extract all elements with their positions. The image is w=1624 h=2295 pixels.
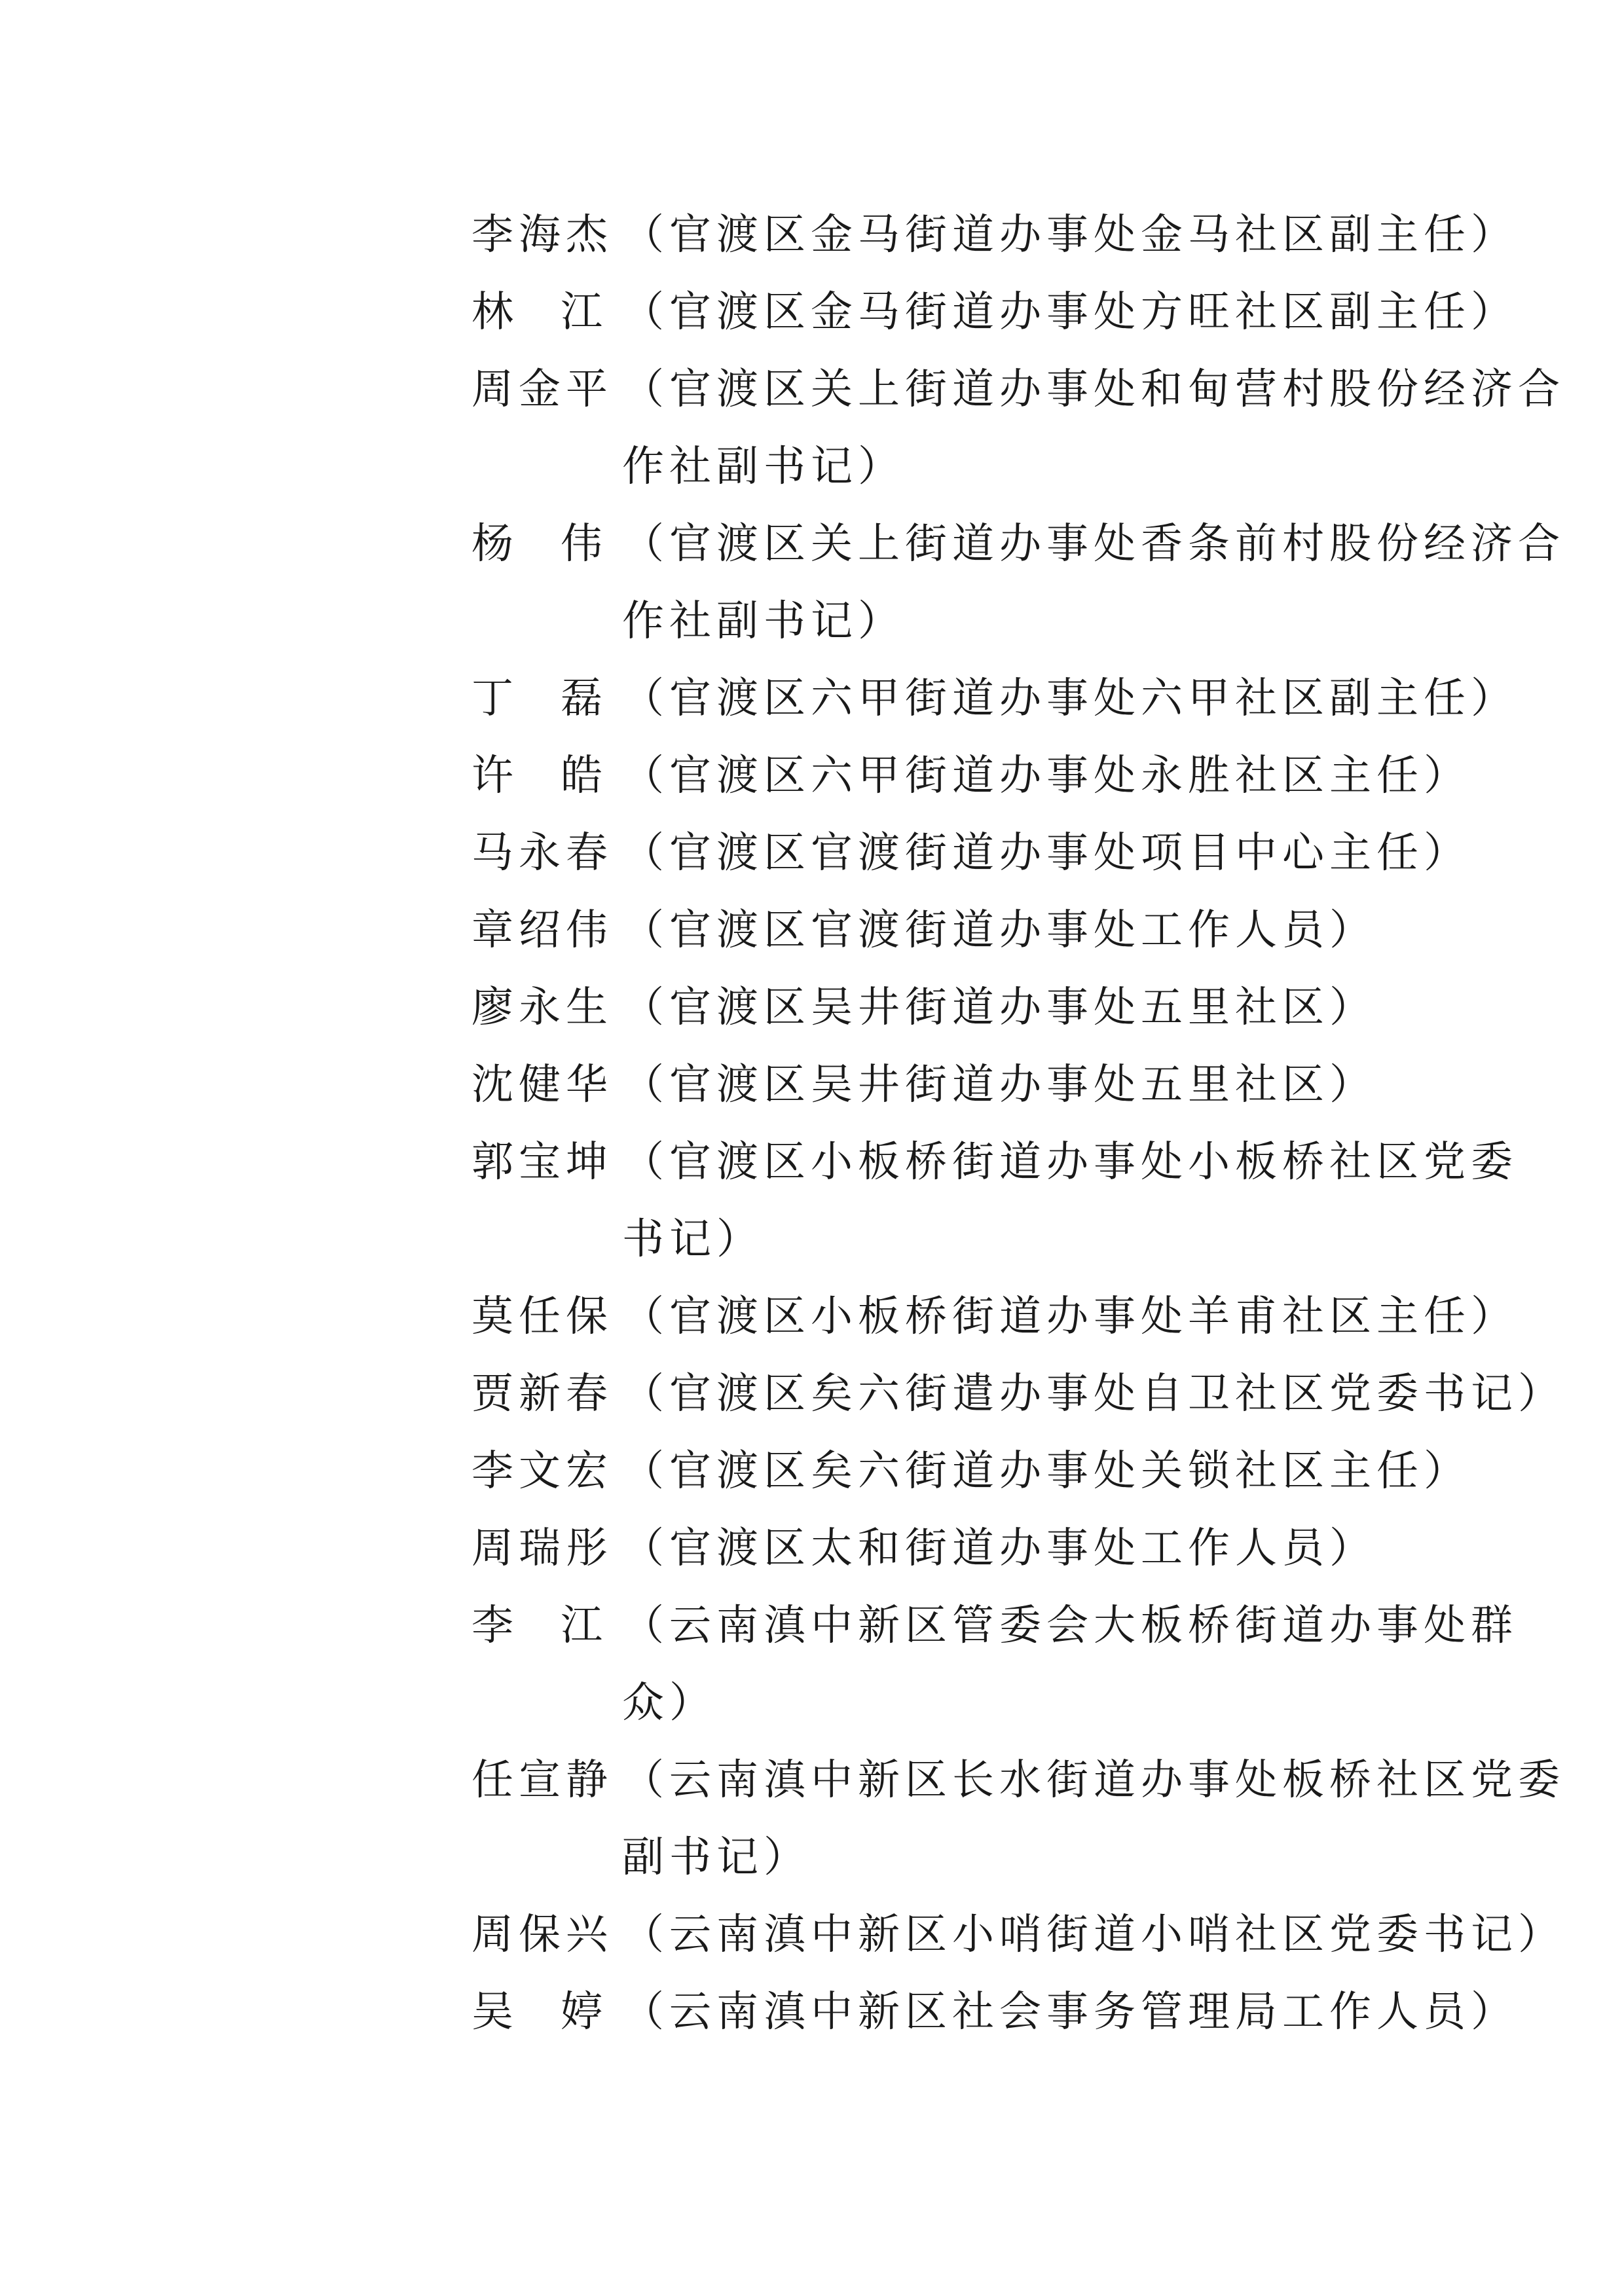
affiliation: （官渡区关上街道办事处和甸营村股份经济合 [622,365,1565,414]
person-name: 林江 [471,288,650,337]
list-item [471,1278,1532,1355]
affiliation: （云南滇中新区社会事务管理局工作人员） [622,1988,1518,2036]
affiliation: （官渡区吴井街道办事处五里社区） [622,1061,1376,1109]
list-item [471,196,1532,274]
affiliation: （官渡区小板桥街道办事处羊甫社区主任） [622,1293,1518,1341]
list-item [471,1742,1565,1896]
person-name: 丁磊 [471,674,650,723]
list-item [471,892,1532,969]
affiliation: （官渡区六甲街道办事处六甲社区副主任） [622,674,1518,723]
list-item [471,274,1532,351]
person-name: 沈健华 [471,1061,613,1109]
list-item [471,815,1532,892]
list-item [471,1046,1532,1124]
list-item [471,1433,1532,1510]
affiliation: （官渡区矣六街遣办事处自卫社区党委书记） [622,1370,1565,1418]
affiliation: （官渡区金马街道办事处方旺社区副主任） [622,288,1518,337]
list-item [471,1510,1532,1587]
person-name: 许皓 [471,752,650,800]
person-name: 马永春 [471,829,613,877]
affiliation: （官渡区官渡街道办事处项目中心主任） [622,829,1471,877]
affiliation-continued: 书记） [622,1215,764,1264]
name-list [471,196,1565,2051]
affiliation: （云南滇中新区长水街道办事处板桥社区党委 [622,1756,1565,1805]
list-item [471,1124,1532,1278]
affiliation: （官渡区官渡街道办事处工作人员） [622,906,1376,955]
person-name: 周金平 [471,365,613,414]
person-name: 廖永生 [471,983,613,1032]
affiliation-continued: 作社副书记） [622,443,905,491]
list-item [471,1355,1565,1433]
person-name: 李文宏 [471,1447,613,1496]
affiliation: （官渡区矣六街道办事处关锁社区主任） [622,1447,1471,1496]
affiliation: （云南滇中新区管委会大板桥街道办事处群 [622,1602,1518,1650]
person-name: 周瑞彤 [471,1524,613,1573]
list-item [471,660,1532,737]
list-item [471,351,1565,505]
affiliation: （官渡区关上街道办事处香条前村股份经济合 [622,520,1565,568]
person-name: 任宣静 [471,1756,613,1805]
affiliation: （官渡区太和街道办事处工作人员） [622,1524,1376,1573]
affiliation: （官渡区小板桥街道办事处小板桥社区党委 [622,1138,1518,1186]
list-item [471,969,1532,1046]
person-name: 郭宝坤 [471,1138,613,1186]
affiliation-continued: 副书记） [622,1833,811,1882]
person-name: 李海杰 [471,211,613,259]
affiliation: （官渡区金马街道办事处金马社区副主任） [622,211,1518,259]
list-item [471,505,1565,660]
affiliation-continued: 众） [622,1679,716,1727]
affiliation-continued: 作社副书记） [622,597,905,646]
person-name: 章绍伟 [471,906,613,955]
person-name: 李江 [471,1602,650,1650]
affiliation: （官渡区吴井街道办事处五里社区） [622,983,1376,1032]
list-item [471,737,1532,815]
person-name: 杨伟 [471,520,650,568]
affiliation: （云南滇中新区小哨街道小哨社区党委书记） [622,1911,1565,1959]
person-name: 莫任保 [471,1293,613,1341]
list-item [471,1974,1532,2051]
person-name: 吴婷 [471,1988,650,2036]
person-name: 贾新春 [471,1370,613,1418]
list-item [471,1896,1565,1974]
affiliation: （官渡区六甲街道办事处永胜社区主任） [622,752,1471,800]
person-name: 周保兴 [471,1911,613,1959]
list-item [471,1587,1532,1742]
